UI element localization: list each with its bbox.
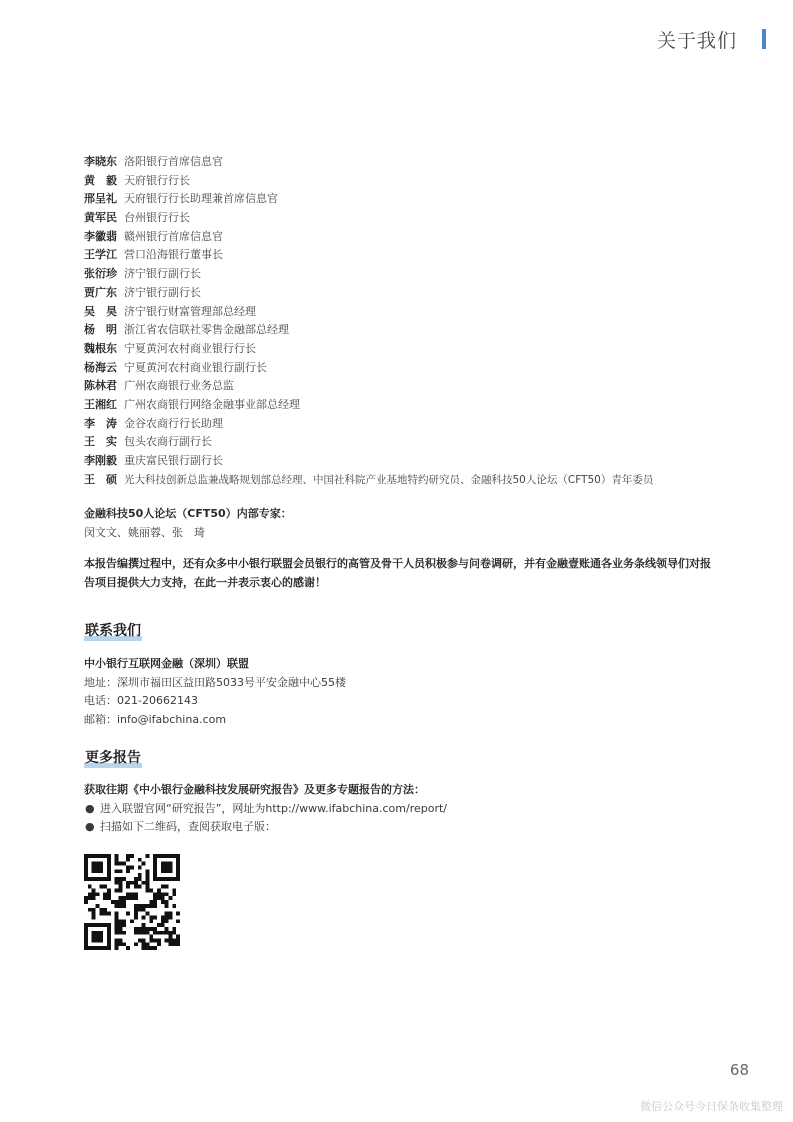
person-row xyxy=(84,190,744,209)
person-role: 光大科技创新总监兼战略规划部总经理、中国社科院产业基地特约研究员、金融科技50人论坛（CFT50）青年委员 xyxy=(124,473,654,486)
more-reports-title: 更多报告 xyxy=(84,747,142,768)
qr-instruction: 扫描如下二维码，查阅获取电子版： xyxy=(100,820,276,833)
person-name: 吴 昊 xyxy=(84,304,117,318)
person-row xyxy=(84,471,744,490)
person-row xyxy=(84,377,744,396)
person-name: 杨海云 xyxy=(84,360,117,374)
person-role: 浙江省农信联社零售金融部总经理 xyxy=(124,323,289,337)
person-row xyxy=(84,153,744,172)
person-row xyxy=(84,321,744,340)
people-list xyxy=(84,153,744,489)
person-name: 王 实 xyxy=(84,435,117,449)
person-name: 陈林君 xyxy=(84,379,117,393)
thanks-paragraph: 本报告编撰过程中，还有众多中小银行联盟会员银行的高管及骨干人员积极参与问卷调研，并有金融壹账通各业务条线领导们对报告项目提供大力支持，在此一并表示衷心的感谢！ xyxy=(84,557,711,589)
person-role: 赣州银行首席信息官 xyxy=(124,229,223,243)
person-role: 营口沿海银行董事长 xyxy=(124,248,223,262)
person-row xyxy=(84,303,744,322)
person-name: 魏根东 xyxy=(84,341,117,355)
person-role: 金谷农商行行长助理 xyxy=(124,416,223,430)
person-row xyxy=(84,172,744,191)
contact-phone: 电话：021-20662143 xyxy=(84,694,198,707)
person-row xyxy=(84,452,744,471)
person-role: 重庆富民银行副行长 xyxy=(124,454,223,467)
person-name: 贾广东 xyxy=(84,285,117,299)
person-name: 李 涛 xyxy=(84,416,117,430)
contact-section xyxy=(84,655,724,729)
bullet-icon: ● xyxy=(85,801,95,815)
contact-title: 联系我们 xyxy=(84,620,142,641)
person-role: 宁夏黄河农村商业银行行长 xyxy=(124,341,256,355)
person-role: 包头农商行副行长 xyxy=(124,435,212,449)
person-name: 王湘红 xyxy=(84,397,117,411)
person-role: 天府银行行长 xyxy=(124,173,190,187)
experts-heading: 金融科技50人论坛（CFT50）内部专家： xyxy=(84,507,292,520)
experts-names: 闵文文、姚丽蓉、张 琦 xyxy=(84,525,205,539)
person-row xyxy=(84,284,744,303)
person-row xyxy=(84,340,744,359)
bullet-icon: ● xyxy=(85,820,95,833)
person-row xyxy=(84,265,744,284)
header-accent-bar xyxy=(762,29,766,49)
more-reports-intro: 获取往期《中小银行金融科技发展研究报告》及更多专题报告的方法： xyxy=(84,783,425,796)
list-item xyxy=(84,818,724,837)
header-title: 关于我们 xyxy=(656,30,737,52)
person-name: 王学江 xyxy=(84,248,117,262)
person-name: 李晓东 xyxy=(84,155,117,168)
report-link-text[interactable]: 进入联盟官网“研究报告”，网址为http://www.ifabchina.com/report/ xyxy=(100,801,448,815)
person-row xyxy=(84,228,744,247)
qr-code-icon[interactable] xyxy=(84,854,180,950)
person-name: 王 硕 xyxy=(84,472,117,486)
person-name: 黄军民 xyxy=(84,211,117,225)
person-name: 李刚毅 xyxy=(84,454,117,467)
contact-org: 中小银行互联网金融（深圳）联盟 xyxy=(84,657,249,670)
person-role: 宁夏黄河农村商业银行副行长 xyxy=(124,360,267,374)
list-item xyxy=(84,800,724,819)
person-role: 济宁银行副行长 xyxy=(124,267,201,281)
contact-address: 地址：深圳市福田区益田路5033号平安金融中心55楼 xyxy=(84,675,346,689)
person-role: 天府银行行长助理兼首席信息官 xyxy=(124,192,278,206)
person-name: 李徽翡 xyxy=(84,229,117,243)
person-row xyxy=(84,359,744,378)
person-role: 洛阳银行首席信息官 xyxy=(124,155,223,168)
person-role: 广州农商银行业务总监 xyxy=(124,379,234,393)
person-name: 邢呈礼 xyxy=(84,192,117,206)
person-row xyxy=(84,415,744,434)
more-reports-section xyxy=(84,781,724,837)
contact-email: 邮箱：info@ifabchina.com xyxy=(84,712,227,726)
person-name: 杨 明 xyxy=(84,323,117,337)
person-role: 台州银行行长 xyxy=(124,211,190,225)
page-number: 68 xyxy=(729,1061,749,1079)
person-role: 广州农商银行网络金融事业部总经理 xyxy=(124,397,300,411)
experts-section xyxy=(84,505,724,542)
person-name: 张衍珍 xyxy=(84,267,117,281)
person-role: 济宁银行财富管理部总经理 xyxy=(124,304,256,318)
person-row xyxy=(84,396,744,415)
person-row xyxy=(84,246,744,265)
person-row xyxy=(84,209,744,228)
person-name: 黄 毅 xyxy=(84,173,117,187)
person-row xyxy=(84,433,744,452)
watermark: 微信公众号今日保条收集整理 xyxy=(640,1100,783,1113)
person-role: 济宁银行副行长 xyxy=(124,285,201,299)
